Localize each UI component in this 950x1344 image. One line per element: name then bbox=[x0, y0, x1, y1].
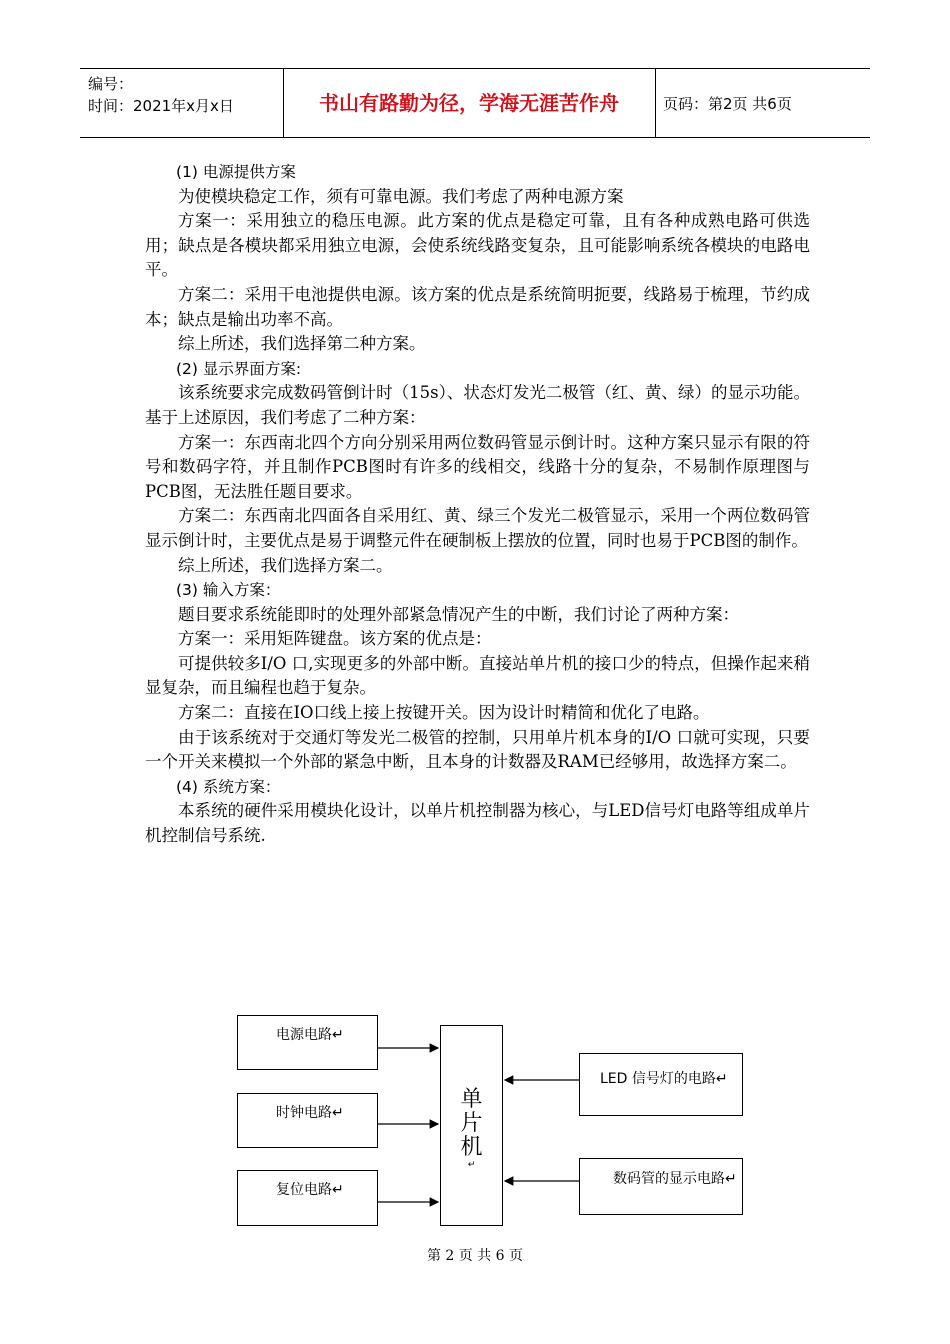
paragraph: 综上所述，我们选择第二种方案。 bbox=[178, 334, 426, 354]
block-label: 复位电路↵ bbox=[276, 1182, 344, 1198]
block-label: 时钟电路↵ bbox=[276, 1105, 344, 1121]
mcu-char: 片 bbox=[460, 1111, 483, 1136]
paragraph: 题目要求系统能即时的处理外部紧急情况产生的中断，我们讨论了两种方案： bbox=[178, 604, 739, 624]
paragraph: 为使模块稳定工作，须有可靠电源。我们考虑了两种电源方案 bbox=[178, 186, 624, 206]
paragraph: 综上所述，我们选择方案二。 bbox=[178, 555, 393, 575]
paragraph: 方案一：采用矩阵键盘。该方案的优点是： bbox=[178, 629, 492, 649]
block-label: LED 信号灯的电路↵ bbox=[600, 1071, 728, 1087]
paragraph: 方案一：采用独立的稳压电源。此方案的优点是稳定可靠，且有各种成熟电路可供选用；缺点是各模块都采用独立电源，会使系统线路变复杂，且可能影响系统各模块的电路电平。 bbox=[145, 211, 810, 280]
paragraph: 方案一：东西南北四个方向分别采用两位数码管显示倒计时。这种方案只显示有限的符号和数码字符，并且制作PCB图时有许多的线相交，线路十分的复杂，不易制作原理图与PCB图，无法胜任题目要求。 bbox=[145, 432, 810, 501]
paragraph: 方案二：直接在IO口线上接上按键开关。因为设计时精简和优化了电路。 bbox=[178, 703, 710, 723]
paragraph: 本系统的硬件采用模块化设计，以单片机控制器为核心，与LED信号灯电路等组成单片机控制信号系统. bbox=[145, 801, 810, 846]
header-page-info: 页码：第2页 共6页 bbox=[663, 95, 792, 113]
document-time: 时间：2021年x月x日 bbox=[88, 97, 234, 115]
paragraph: 由于该系统对于交通灯等发光二极管的控制，只用单片机本身的I/O 口就可实现，只要一个开关来模拟一个外部的紧急中断，且本身的计数器及RAM已经够用，故选择方案二。 bbox=[145, 727, 810, 772]
paragraph: 方案二：东西南北四面各自采用红、黄、绿三个发光二极管显示，采用一个两位数码管显示倒计时，主要优点是易于调整元件在硬制板上摆放的位置，同时也易于PCB图的制作。 bbox=[145, 506, 810, 550]
section-heading: (3) 输入方案： bbox=[176, 581, 281, 600]
paragraph: 方案二：采用干电池提供电源。该方案的优点是系统简明扼要，线路易于梳理，节约成本；缺点是输出功率不高。 bbox=[145, 284, 810, 329]
section-heading: (2) 显示界面方案: bbox=[176, 359, 302, 378]
section-heading: (1) 电源提供方案 bbox=[176, 163, 296, 181]
document-number-label: 编号： bbox=[88, 75, 134, 93]
mcu-char: 机 bbox=[460, 1135, 483, 1160]
paragraph: 该系统要求完成数码管倒计时（15s）、状态灯发光二极管（红、黄、绿）的显示功能。基于上述原因，我们考虑了二种方案： bbox=[145, 383, 810, 427]
block-label: 数码管的显示电路↵ bbox=[613, 1171, 737, 1187]
mcu-char: 单 bbox=[460, 1087, 483, 1112]
section-heading: (4) 系统方案： bbox=[176, 777, 281, 796]
header-motto: 书山有路勤为径，学海无涯苦作舟 bbox=[319, 91, 619, 115]
block-label: 电源电路↵ bbox=[276, 1027, 344, 1043]
page-footer: 第 2 页 共 6 页 bbox=[426, 1248, 524, 1264]
mcu-mark: ↵ bbox=[467, 1160, 476, 1170]
paragraph: 可提供较多I/O 口,实现更多的外部中断。直接站单片机的接口少的特点，但操作起来稍显复杂，而且编程也趋于复杂。 bbox=[145, 653, 810, 698]
